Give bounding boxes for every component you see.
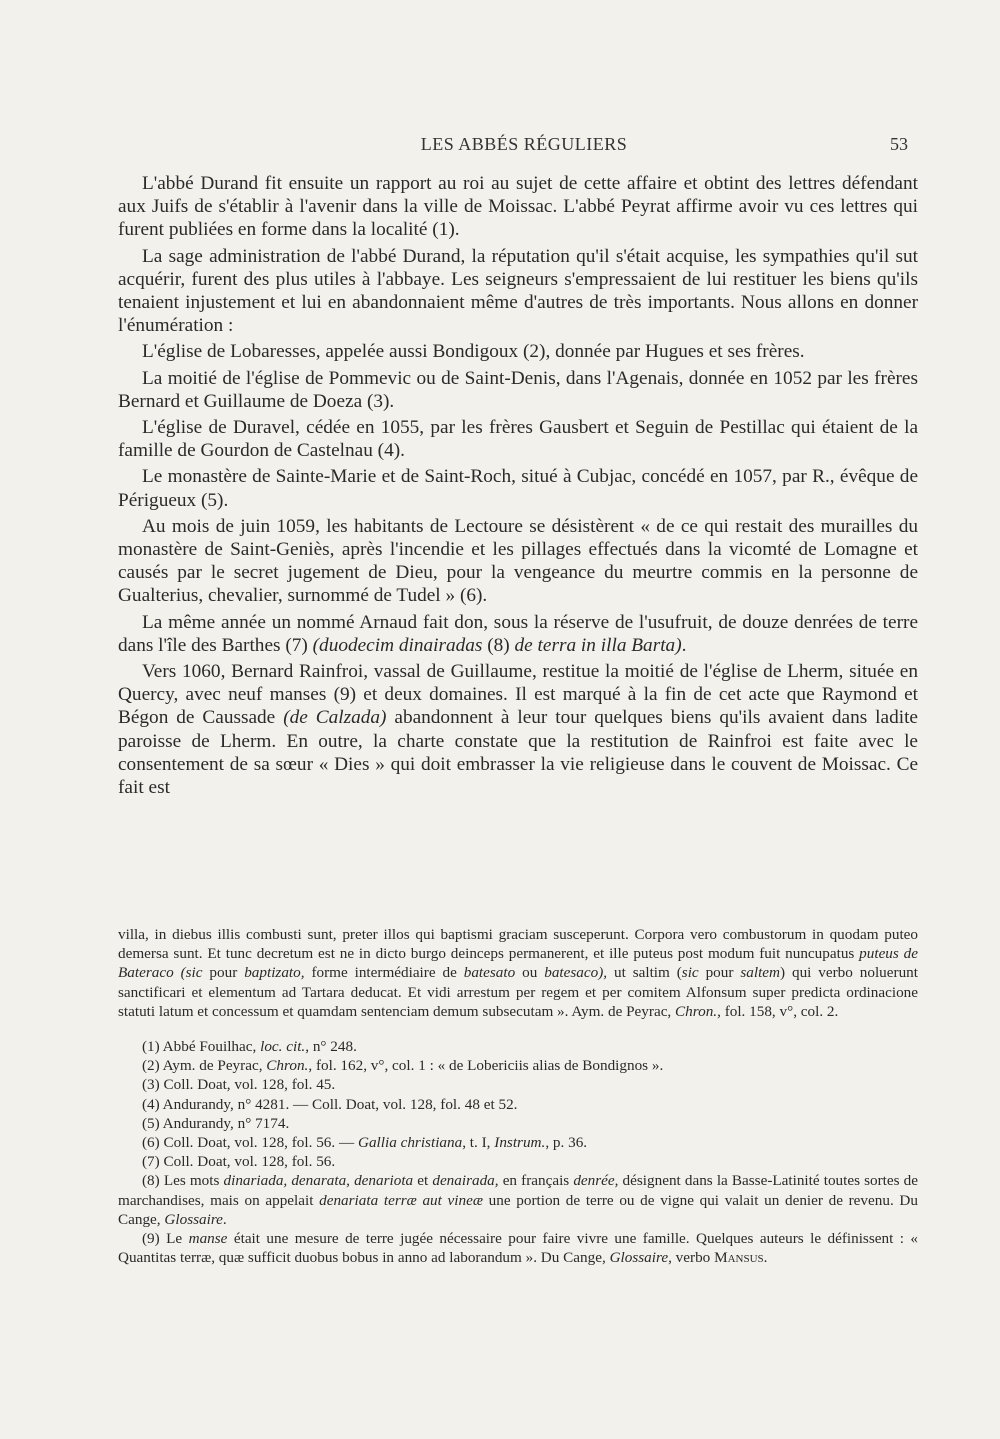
footnote-6: (6) Coll. Doat, vol. 128, fol. 56. — Gallia christiana, t. I, Instrum., p. 36. — [142, 1134, 588, 1152]
paragraph-6: Le monastère de Sainte-Marie et de Saint-Roch, situé à Cubjac, concédé en 1057, par R., évêque de Périgueux (5). — [118, 466, 918, 511]
paragraph-7: Au mois de juin 1059, les habitants de Lectoure se désistèrent « de ce qui restait des murailles du monastère de Saint-Geniès, après l'incendie et les pillages effectués dans la vicomté de Lomagne et causés par le secret jugement de Dieu, pour la vengeance du meurtre commis en la personne de Gualterius, chevalier, surnommé de Tudel » (6). — [118, 515, 918, 607]
footnote-3: (3) Coll. Doat, vol. 128, fol. 45. — [142, 1076, 336, 1094]
paragraph-5: L'église de Duravel, cédée en 1055, par les frères Gausbert et Seguin de Pestillac qui étaient de la famille de Gourdon de Castelnau (4). — [118, 417, 918, 462]
paragraph-8: La même année un nommé Arnaud fait don, sous la réserve de l'usufruit, de douze denrées de terre dans l'île des Barthes (7) (duodecim dinairadas (8) de terra in illa Barta). — [118, 611, 918, 656]
paragraph-9: Vers 1060, Bernard Rainfroi, vassal de Guillaume, restitue la moitié de l'église de Lherm, située en Quercy, avec neuf manses (9) et deux domaines. Il est marqué à la fin de cet acte que Raymond et Bégon de Caussade (de Calzada) abandonnent à leur tour quelques biens qu'ils avaient dans ladite paroisse de Lherm. En outre, la charte constate que la restitution de Rainfroi est faite avec le consentement de sa sœur « Dies » qui doit embrasser la vie religieuse dans le couvent de Moissac. Ce fait est — [118, 661, 918, 799]
footnote-1: (1) Abbé Fouilhac, loc. cit., n° 248. — [142, 1038, 357, 1056]
running-title: LES ABBÉS RÉGULIERS — [420, 134, 628, 154]
footnote-7: (7) Coll. Doat, vol. 128, fol. 56. — [142, 1153, 336, 1171]
paragraph-3: L'église de Lobaresses, appelée aussi Bondigoux (2), donnée par Hugues et ses frères. — [142, 341, 805, 363]
page-number: 53 — [890, 134, 908, 154]
footnote-9: (9) Le manse était une mesure de terre jugée nécessaire pour faire vivre une famille. Quelques auteurs le définissent : « Quantitas terræ, quæ sufficit duobus bobus in anno ad laborandum ». Du Cange, Glossaire, verbo Mansus. — [118, 1230, 918, 1267]
running-header — [140, 134, 908, 162]
main-text — [118, 172, 918, 799]
paragraph-1: L'abbé Durand fit ensuite un rapport au roi au sujet de cette affaire et obtint des lettres défendant aux Juifs de s'établir à l'avenir dans la ville de Moissac. L'abbé Peyrat affirme avoir vu ces lettres qui furent publiées en forme dans la localité (1). — [118, 173, 918, 241]
paragraph-2: La sage administration de l'abbé Durand, la réputation qu'il s'était acquise, les sympathies qu'il sut acquérir, furent des plus utiles à l'abbaye. Les seigneurs s'empressaient de lui restituer les biens qu'ils tenaient injustement et lui en abandonnaient même d'autres de très importants. Nous allons en donner l'énumération : — [118, 245, 918, 337]
footnote-continuation: villa, in diebus illis combusti sunt, preter illos qui baptismi graciam susceperunt. Corpora vero combustorum in quodam puteo demersa sunt. Et tunc decretum est ne in dicto burgo deinceps permanerent, et ille puteus post modum fuit nuncupatus puteus de Bateraco (sic pour baptizato, forme intermédiaire de batesato ou batesaco), ut saltim (sic pour saltem) qui verbo noluerunt sanctificari et elementum ad Tartara deducat. Et vidi arrestum per regem et per comitem Alfonsum super predicta ordinacione statuti latum et concessum et quamdam sentenciam demum subsecutam ». Aym. de Peyrac, Chron., fol. 158, v°, col. 2. — [118, 926, 918, 1020]
footnote-4: (4) Andurandy, n° 4281. — Coll. Doat, vol. 128, fol. 48 et 52. — [142, 1095, 518, 1113]
paragraph-4: La moitié de l'église de Pommevic ou de Saint-Denis, dans l'Agenais, donnée en 1052 par les frères Bernard et Guillaume de Doeza (3). — [118, 367, 918, 412]
footnote-2: (2) Aym. de Peyrac, Chron., fol. 162, v°, col. 1 : « de Lobericiis alias de Bondignos ». — [142, 1057, 664, 1075]
footnote-5: (5) Andurandy, n° 7174. — [142, 1114, 290, 1132]
footnote-8: (8) Les mots dinariada, denarata, denariota et denairada, en français denrée, désignent dans la Basse-Latinité toutes sortes de marchandises, mais on appelait denariata terræ aut vineæ une portion de terre ou de vigne qui valait un denier de revenu. Du Cange, Glossaire. — [118, 1172, 918, 1228]
footnotes — [118, 925, 918, 1267]
